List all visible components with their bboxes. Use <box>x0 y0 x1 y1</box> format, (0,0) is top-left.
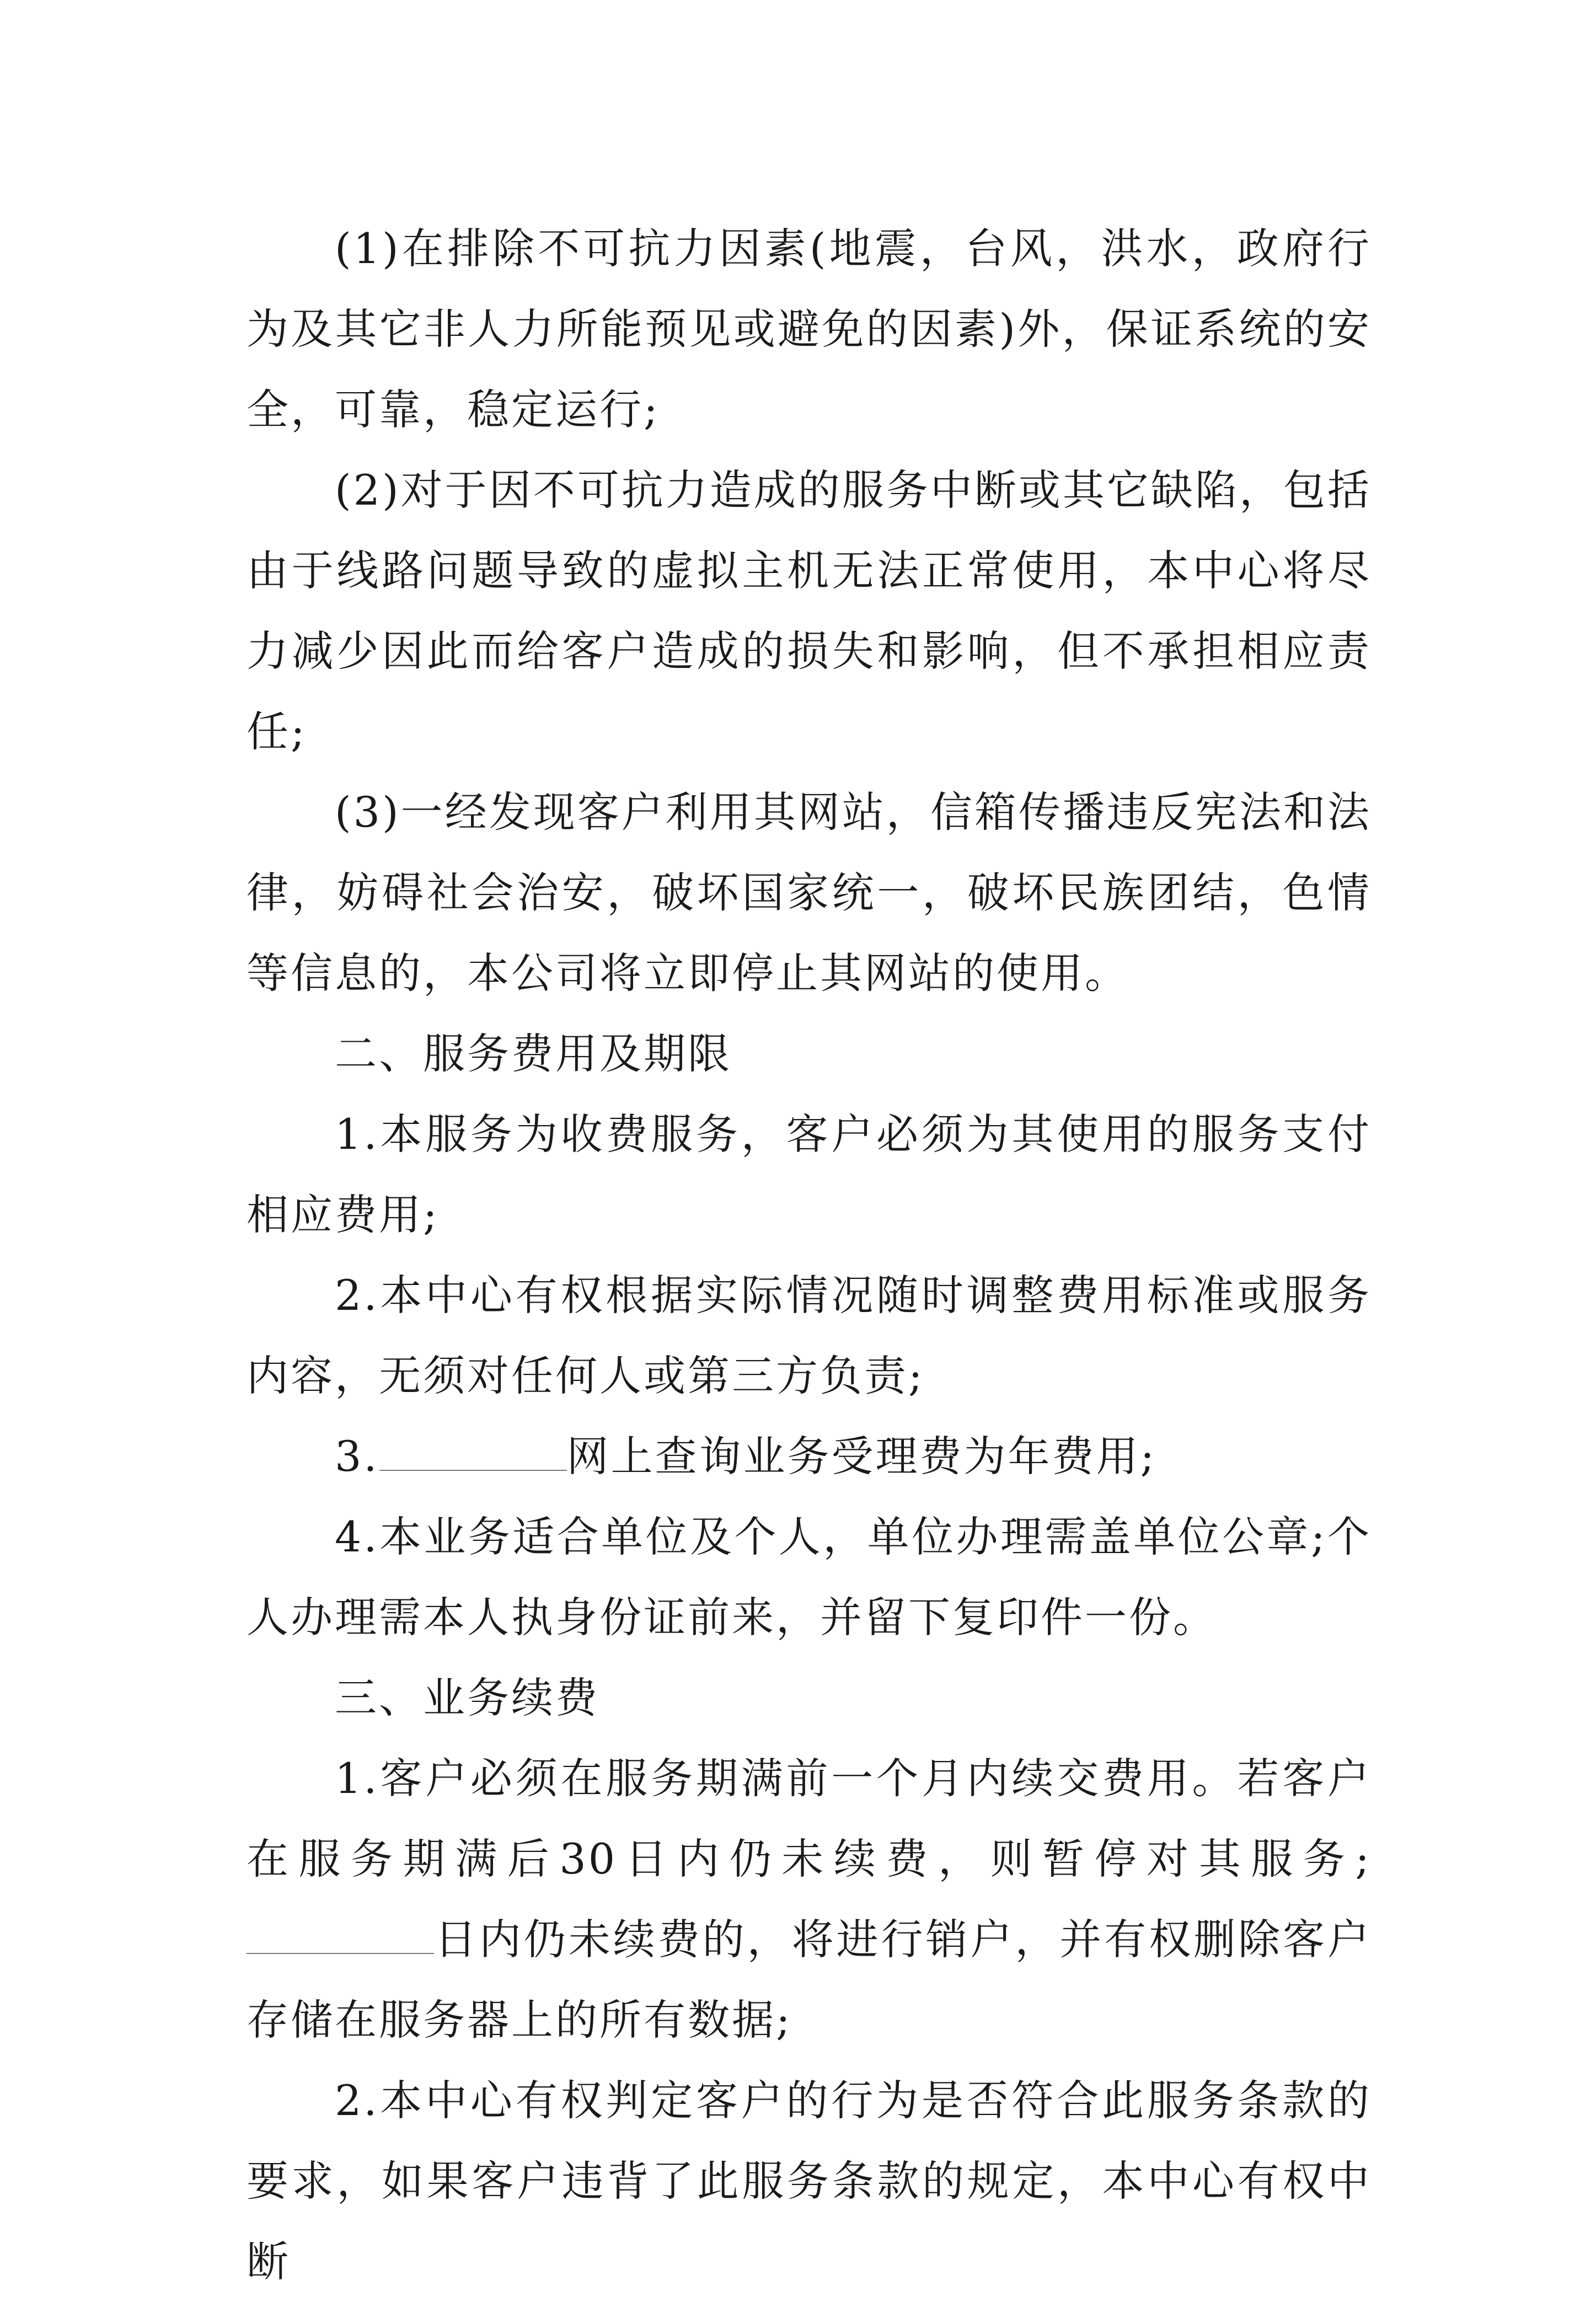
clause-paragraph-with-blank <box>247 1738 1372 2060</box>
clause-text-after-blank: 网上查询业务受理费为年费用; <box>566 1432 1157 1481</box>
fill-in-blank <box>379 1436 567 1471</box>
clause-paragraph: 1.本服务为收费服务，客户必须为其使用的服务支付相应费用; <box>247 1110 1372 1239</box>
clause-paragraph: (1)在排除不可抗力因素(地震，台风，洪水，政府行为及其它非人力所能预见或避免的因素)外，保证系统的安全，可靠，稳定运行; <box>247 224 1372 434</box>
clause-paragraph: 2.本中心有权判定客户的行为是否符合此服务条款的要求，如果客户违背了此服务条款的规定，本中心有权中断 <box>247 2076 1372 2286</box>
fill-in-blank <box>247 1919 434 1954</box>
clause-paragraph: 4.本业务适合单位及个人，单位办理需盖单位公章;个人办理需本人执身份证前来，并留下复印件一份。 <box>247 1512 1372 1642</box>
clause-text-before-blank: 1.客户必须在服务期满前一个月内续交费用。若客户在服务期满后30日内仍未续费，则暂停对其服务; <box>247 1754 1372 1883</box>
clause-text-before-blank: 3. <box>335 1432 379 1481</box>
clause-text-after-blank: 日内仍未续费的，将进行销户，并有权删除客户存储在服务器上的所有数据; <box>247 1915 1372 2044</box>
clause-paragraph-with-blank <box>247 1416 1372 1497</box>
clause-paragraph: (3)一经发现客户利用其网站，信箱传播违反宪法和法律，妨碍社会治安，破坏国家统一，破坏民族团结，色情等信息的，本公司将立即停止其网站的使用。 <box>247 788 1372 998</box>
section-heading: 二、服务费用及期限 <box>335 1029 732 1078</box>
section-heading: 三、业务续费 <box>335 1673 599 1722</box>
clause-paragraph: (2)对于因不可抗力造成的服务中断或其它缺陷，包括由于线路问题导致的虚拟主机无法正常使用，本中心将尽力减少因此而给客户造成的损失和影响，但不承担相应责任; <box>247 465 1372 756</box>
document-body <box>247 208 1372 2302</box>
clause-paragraph: 2.本中心有权根据实际情况随时调整费用标准或服务内容，无须对任何人或第三方负责; <box>247 1271 1372 1400</box>
